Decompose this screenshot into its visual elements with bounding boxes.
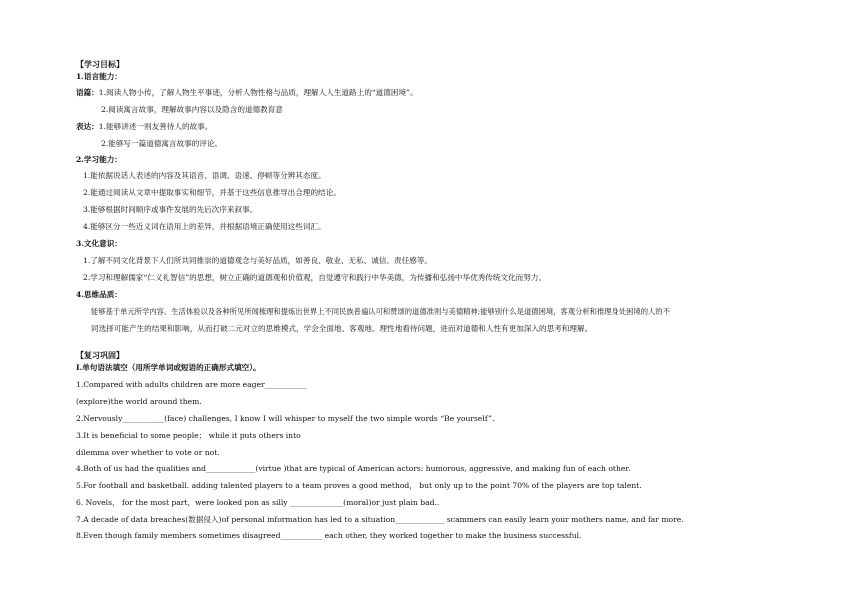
- language-ability-title: 1.语言能力：: [76, 72, 122, 81]
- learning-item-1: 1.能依据说话人表述的内容及其语音、语调、语速、停顿等分辨其态度。: [83, 171, 326, 180]
- culture-item-1: 1.了解不同文化背景下人们所共同推崇的道德观念与美好品质，如善良、敬业、无私、诚信、责任感等。: [83, 256, 432, 265]
- question-6: 6. Novels， for the most part，were looked pon as silly ______________(moral)or just plain bad..: [76, 498, 440, 507]
- question-1-line-1: 1.Compared with adults children are more eager___________: [76, 380, 307, 389]
- culture-item-2: 2.学习和理解儒家“仁义礼智信”的思想，树立正确的道德观和价值观，自觉遵守和践行中华美德，为传播和弘扬中华优秀传统文化而努力。: [83, 273, 547, 282]
- learning-item-4: 4.能够区分一些近义词在语用上的差异，并根据语境正确使用这些词汇。: [83, 222, 326, 231]
- question-8: 8.Even though family members sometimes disagreed___________ each other, they worked together to make the business successful.: [76, 531, 582, 540]
- thinking-title: 4.思维品质：: [76, 290, 122, 299]
- question-5: 5.For football and basketball. adding talented players to a team proves a good method， but only up to the point 70% of the players are top talent.: [76, 481, 642, 490]
- question-3-line-2: dilemma over whether to vote or not.: [76, 448, 220, 457]
- learning-ability-title: 2.学习能力：: [76, 155, 122, 164]
- culture-title: 3.文化意识：: [76, 239, 122, 248]
- review-part-title: Ⅰ.单句语法填空（用所学单词或短语的正确形式填空）。: [76, 363, 261, 372]
- question-4: 4.Both of us had the qualities and_____________(virtue )that are typical of American actors: humorous, aggressive, and making fun of each other.: [76, 464, 631, 473]
- biaoda-item-2: 2.能够写一篇道德寓言故事的评论。: [101, 139, 223, 148]
- objectives-heading: 【学习目标】: [76, 59, 124, 69]
- learning-item-3: 3.能够根据时间顺序或事件发展的先后次序来叙事。: [83, 205, 258, 214]
- yuyan-item-1: 1.阅读人物小传，了解人物生平事迹，分析人物性格与品质，理解人人生道路上的“道德困境”。: [98, 88, 418, 97]
- thinking-line-1: 能够基于单元所学内容、生活体验以及各种所见所闻梳理和提炼出世界上不同民族普遍认可和赞颂的道德准则与美德精神;能够别什么是道德困境，客观分析和推理身处困境的人的不: [91, 307, 670, 316]
- thinking-line-2: 同选择可能产生的结果和影响，从而打破二元对立的思维模式，学会全面地、客观地、理性地看待问题，进而对道德和人性有更加深入的思考和理解。: [91, 324, 593, 333]
- yuyan-item-2: 2.阅读寓言故事，理解故事内容以及隐含的道德教育意: [101, 105, 283, 114]
- question-7: 7.A decade of data breaches(数据侵入)of personal information has led to a situation_____________ scammers can easily learn your mothers name, and far more.: [76, 515, 684, 524]
- yuyan-label: 语篇：: [76, 88, 99, 97]
- yuyan-line-1: [76, 87, 418, 98]
- question-3-line-1: 3.It is beneficial to some people； while it puts others into: [76, 431, 301, 440]
- biaoda-item-1: 1.能够讲述一则友善待人的故事。: [98, 122, 213, 131]
- question-2: 2.Nervously___________(face) challenges, I know I will whisper to myself the two simple words “Be yourself”.: [76, 414, 495, 423]
- biaoda-label: 表达：: [76, 122, 99, 131]
- biaoda-line-1: [76, 121, 212, 132]
- question-1-line-2: (explore)the world around them.: [76, 397, 202, 406]
- review-heading: 【复习巩固】: [76, 350, 124, 360]
- learning-item-2: 2.能通过阅读从文章中提取事实和细节，并基于这些信息推导出合理的结论。: [83, 188, 341, 197]
